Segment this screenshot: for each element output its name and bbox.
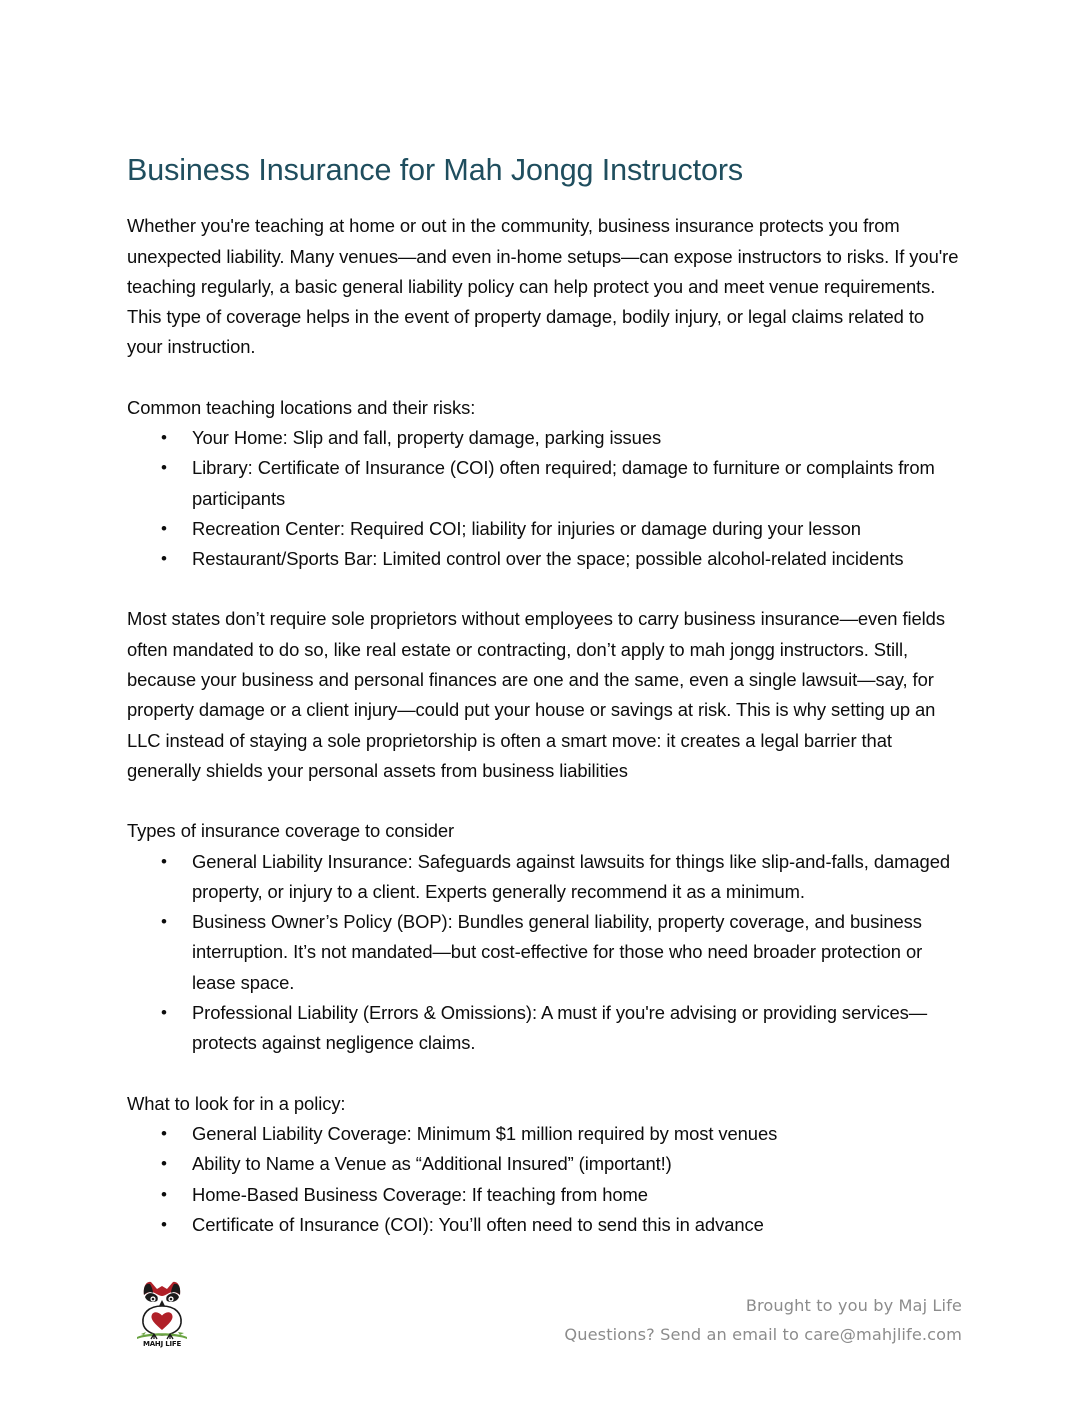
llc-paragraph: Most states don’t require sole proprietors without employees to carry business insurance—even fields often mandated to do so, like real estate or contracting, don’t apply to mah jongg instructors. Still, because your business and personal finances are one and the same, even a single lawsuit—say, for property damage or a client injury—could put your house or savings at risk. This is why setting up an LLC instead of staying a sole proprietorship is often a smart move: it creates a legal barrier that generally shields your personal assets from business liabilities [127,608,945,781]
locations-risk-list [127,423,962,574]
footer-attribution-line: Brought to you by Maj Life [745,1296,962,1315]
page-footer [127,1278,962,1368]
footer-contact-block [564,1291,962,1349]
coverage-types-list [127,847,962,1059]
section-heading-policy-checklist: What to look for in a policy: [127,1092,346,1114]
list-item: • General Liability Coverage: Minimum $1 million required by most venues [127,1119,962,1149]
intro-paragraph: Whether you're teaching at home or out in the community, business insurance protects you from unexpected liability. Many venues—and even in-home setups—can expose instructors to risks. If you're teaching regularly, a basic general liability policy can help protect you and meet venue requirements. This type of coverage helps in the event of property damage, bodily injury, or legal claims related to your instruction. [127,215,959,358]
list-item: • Library: Certificate of Insurance (COI) often required; damage to furniture or complaints from participants [127,453,962,514]
list-item: • Recreation Center: Required COI; liability for injuries or damage during your lesson [127,514,962,544]
logo-caption: MAHJ LIFE [142,1340,182,1348]
mahj-life-owl-logo [131,1278,193,1348]
list-item: • General Liability Insurance: Safeguards against lawsuits for things like slip-and-falls, damaged property, or injury to a client. Experts generally recommend it as a minimum. [127,847,962,908]
list-item: • Business Owner’s Policy (BOP): Bundles general liability, property coverage, and business interruption. It’s not mandated—but cost-effective for those who need broader protection or lease space. [127,907,962,998]
section-heading-locations: Common teaching locations and their risks: [127,396,476,418]
list-item: • Professional Liability (Errors & Omissions): A must if you're advising or providing services—protects against negligence claims. [127,998,962,1059]
list-item: • Ability to Name a Venue as “Additional Insured” (important!) [127,1149,962,1179]
section-heading-coverage-types: Types of insurance coverage to consider [127,820,455,842]
list-item: • Your Home: Slip and fall, property damage, parking issues [127,423,962,453]
list-item: • Home-Based Business Coverage: If teaching from home [127,1180,962,1210]
spacer [127,574,962,604]
page-title: Business Insurance for Mah Jongg Instructors [127,153,744,187]
spacer [127,363,962,393]
spacer [127,786,962,816]
list-item: • Certificate of Insurance (COI): You’ll often need to send this in advance [127,1210,962,1240]
document-content [127,152,962,1240]
list-item: • Restaurant/Sports Bar: Limited control over the space; possible alcohol-related incidents [127,544,962,574]
policy-checklist-list [127,1119,962,1240]
footer-contact-line: Questions? Send an email to care@mahjlife.com [564,1325,962,1344]
spacer [127,1059,962,1089]
